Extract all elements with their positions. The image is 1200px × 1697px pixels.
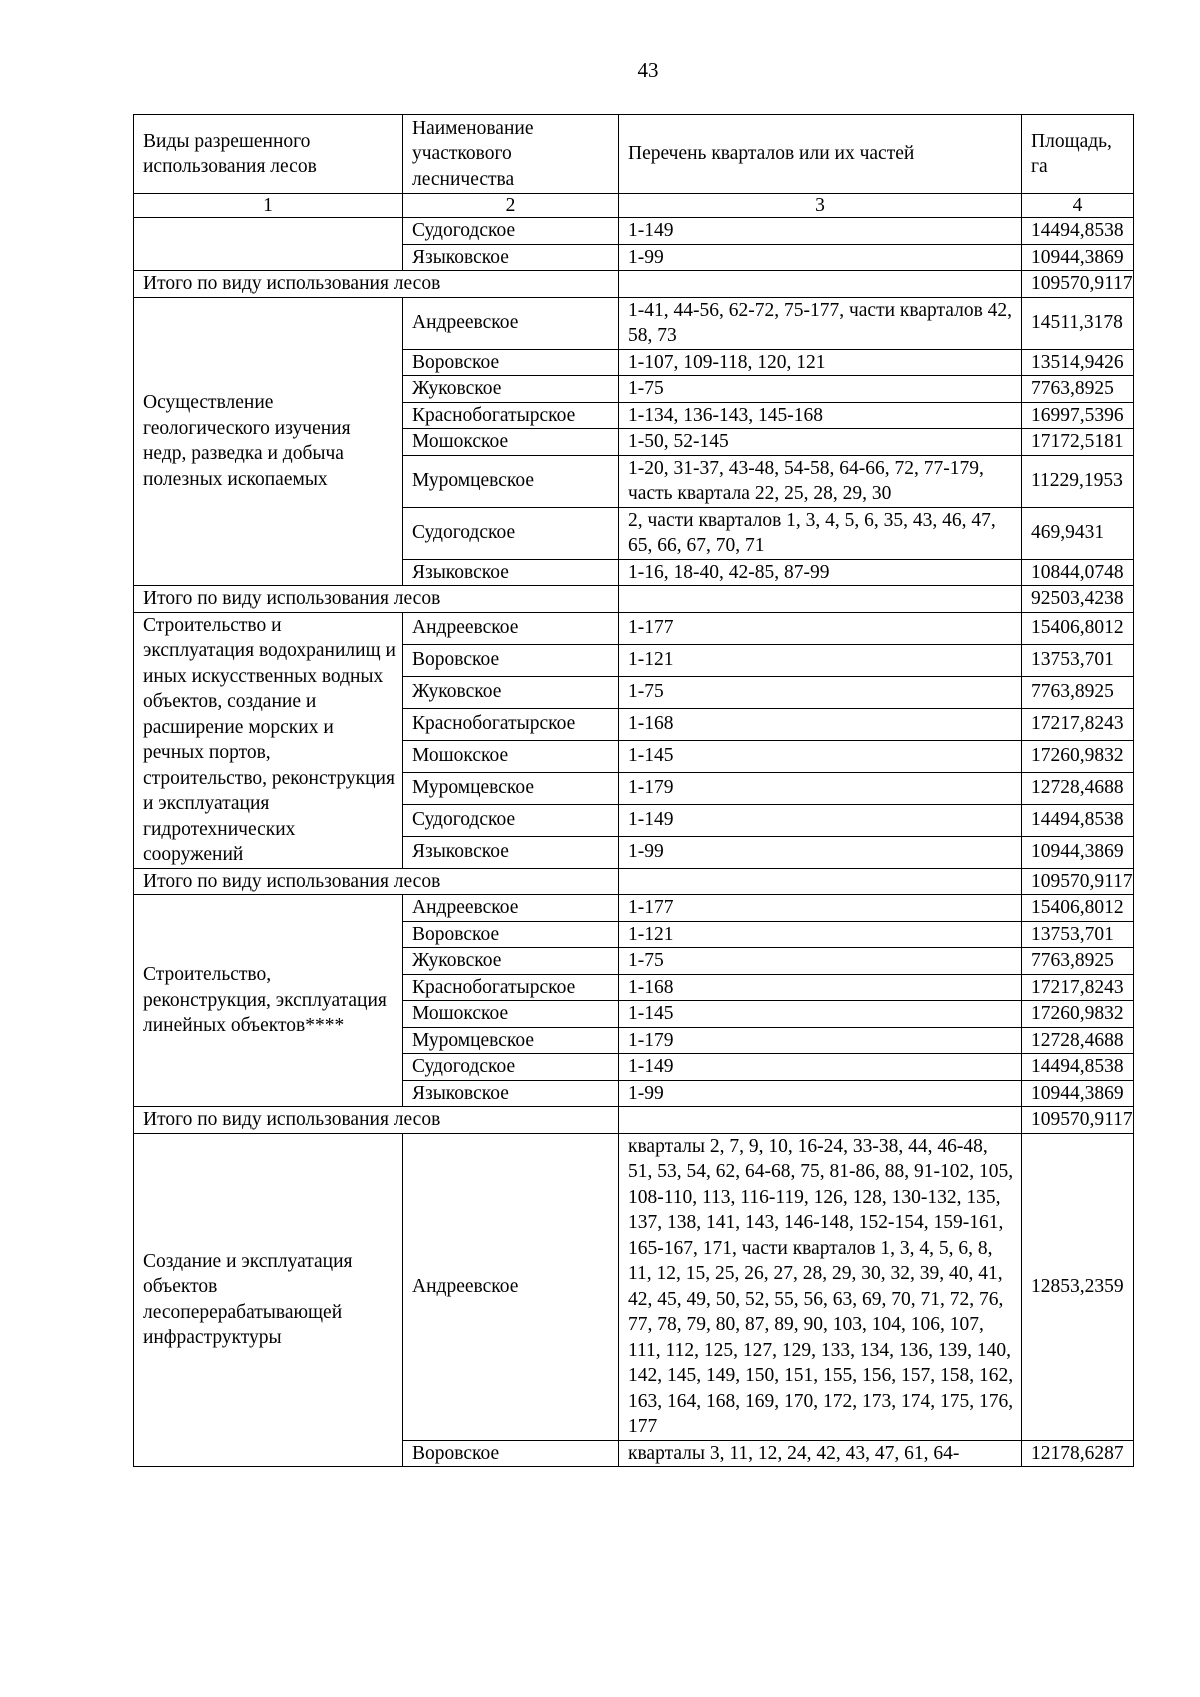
area-cell: 7763,8925 <box>1022 376 1134 403</box>
area-cell: 13753,701 <box>1022 921 1134 948</box>
total-row <box>134 868 1134 895</box>
forestry-cell: Жуковское <box>403 376 619 403</box>
quarters-cell: 1-16, 18-40, 42-85, 87-99 <box>619 559 1022 586</box>
forestry-cell: Муромцевское <box>403 1027 619 1054</box>
area-cell: 11229,1953 <box>1022 455 1134 507</box>
quarters-cell: 1-121 <box>619 921 1022 948</box>
area-cell: 10844,0748 <box>1022 559 1134 586</box>
page-number: 43 <box>637 58 659 82</box>
forestry-cell: Воровское <box>403 349 619 376</box>
quarters-cell: 1-75 <box>619 948 1022 975</box>
total-label: Итого по виду использования лесов <box>134 586 619 613</box>
quarters-cell: 1-134, 136-143, 145-168 <box>619 402 1022 429</box>
use-type-cell: Строительство, реконструкция, эксплуатация линейных объектов**** <box>134 895 403 1107</box>
area-cell: 10944,3869 <box>1022 1080 1134 1107</box>
quarters-cell: кварталы 2, 7, 9, 10, 16-24, 33-38, 44, 46-48, 51, 53, 54, 62, 64-68, 75, 81-86, 88, 91-102, 105, 108-110, 113, 116-119, 126, 128, 130-132, 135, 137, 138, 141, 143, 146-148, 152-154, 159-161, 165-167, 171, части кварталов 1, 3, 4, 5, 6, 8, 11, 12, 15, 25, 26, 27, 28, 29, 30, 32, 39, 40, 41, 42, 45, 49, 50, 52, 55, 56, 63, 69, 70, 71, 72, 76, 77, 78, 79, 80, 87, 89, 90, 103, 104, 106, 107, 111, 112, 125, 127, 129, 133, 134, 136, 139, 140, 142, 145, 149, 150, 151, 155, 156, 157, 158, 162, 163, 164, 168, 169, 170, 172, 173, 174, 175, 176, 177 <box>619 1133 1022 1440</box>
forestry-cell: Муромцевское <box>403 772 619 804</box>
forestry-cell: Судогодское <box>403 218 619 245</box>
quarters-cell: 1-168 <box>619 708 1022 740</box>
area-cell: 17260,9832 <box>1022 740 1134 772</box>
total-area: 109570,9117 <box>1022 868 1134 895</box>
forestry-cell: Судогодское <box>403 804 619 836</box>
area-cell: 7763,8925 <box>1022 676 1134 708</box>
quarters-cell: 1-20, 31-37, 43-48, 54-58, 64-66, 72, 77-179, часть квартала 22, 25, 28, 29, 30 <box>619 455 1022 507</box>
quarters-cell: 1-107, 109-118, 120, 121 <box>619 349 1022 376</box>
forestry-cell: Андреевское <box>403 612 619 644</box>
forestry-cell: Андреевское <box>403 297 619 349</box>
total-empty-cell <box>619 1107 1022 1134</box>
area-cell: 17260,9832 <box>1022 1001 1134 1028</box>
forestry-cell: Мошокское <box>403 429 619 456</box>
forestry-cell: Мошокское <box>403 740 619 772</box>
total-label: Итого по виду использования лесов <box>134 1107 619 1134</box>
total-area: 109570,9117 <box>1022 271 1134 298</box>
area-cell: 14511,3178 <box>1022 297 1134 349</box>
quarters-cell: 1-99 <box>619 1080 1022 1107</box>
header-forestry: Наименование участкового лесничества <box>403 115 619 194</box>
forestry-cell: Жуковское <box>403 948 619 975</box>
area-cell: 12728,4688 <box>1022 772 1134 804</box>
forestry-cell: Воровское <box>403 921 619 948</box>
forestry-cell: Муромцевское <box>403 455 619 507</box>
forestry-cell: Воровское <box>403 1440 619 1467</box>
use-type-cell: Строительство и эксплуатация водохранилищ и иных искусственных водных объектов, создание и расширение морских и речных портов, строительство, реконструкция и эксплуатация гидротехнических сооружений <box>134 612 403 868</box>
quarters-cell: 1-179 <box>619 1027 1022 1054</box>
header-area: Площадь, га <box>1022 115 1134 194</box>
forestry-cell: Андреевское <box>403 1133 619 1440</box>
area-cell: 14494,8538 <box>1022 1054 1134 1081</box>
header-row <box>134 115 1134 194</box>
total-label: Итого по виду использования лесов <box>134 271 619 298</box>
table-row <box>134 297 1134 349</box>
forestry-cell: Краснобогатырское <box>403 974 619 1001</box>
area-cell: 7763,8925 <box>1022 948 1134 975</box>
forestry-cell: Мошокское <box>403 1001 619 1028</box>
use-type-cell: Осуществление геологического изучения недр, разведка и добыча полезных ископаемых <box>134 297 403 586</box>
area-cell: 469,9431 <box>1022 507 1134 559</box>
column-number: 3 <box>619 194 1022 218</box>
area-cell: 13753,701 <box>1022 644 1134 676</box>
area-cell: 14494,8538 <box>1022 804 1134 836</box>
forestry-cell: Жуковское <box>403 676 619 708</box>
area-cell: 13514,9426 <box>1022 349 1134 376</box>
forestry-cell: Андреевское <box>403 895 619 922</box>
quarters-cell: 1-99 <box>619 244 1022 271</box>
total-label: Итого по виду использования лесов <box>134 868 619 895</box>
table-row <box>134 612 1134 644</box>
column-number: 2 <box>403 194 619 218</box>
forestry-cell: Языковское <box>403 559 619 586</box>
quarters-cell: 2, части кварталов 1, 3, 4, 5, 6, 35, 43, 46, 47, 65, 66, 67, 70, 71 <box>619 507 1022 559</box>
forestry-cell: Воровское <box>403 644 619 676</box>
area-cell: 17217,8243 <box>1022 708 1134 740</box>
quarters-cell: 1-177 <box>619 612 1022 644</box>
table-row <box>134 895 1134 922</box>
total-empty-cell <box>619 586 1022 613</box>
quarters-cell: 1-75 <box>619 676 1022 708</box>
forestry-cell: Языковское <box>403 244 619 271</box>
header-quarters: Перечень кварталов или их частей <box>619 115 1022 194</box>
quarters-cell: 1-179 <box>619 772 1022 804</box>
use-type-cell <box>134 218 403 271</box>
total-empty-cell <box>619 271 1022 298</box>
quarters-cell: 1-41, 44-56, 62-72, 75-177, части кварталов 42, 58, 73 <box>619 297 1022 349</box>
area-cell: 12853,2359 <box>1022 1133 1134 1440</box>
total-row <box>134 586 1134 613</box>
quarters-cell: 1-145 <box>619 1001 1022 1028</box>
area-cell: 15406,8012 <box>1022 612 1134 644</box>
area-cell: 10944,3869 <box>1022 836 1134 868</box>
forest-use-table <box>133 114 1134 1467</box>
total-row <box>134 271 1134 298</box>
quarters-cell: 1-50, 52-145 <box>619 429 1022 456</box>
quarters-cell: 1-149 <box>619 1054 1022 1081</box>
quarters-cell: кварталы 3, 11, 12, 24, 42, 43, 47, 61, 64- <box>619 1440 1022 1467</box>
quarters-cell: 1-149 <box>619 804 1022 836</box>
area-cell: 10944,3869 <box>1022 244 1134 271</box>
total-empty-cell <box>619 868 1022 895</box>
total-area: 109570,9117 <box>1022 1107 1134 1134</box>
quarters-cell: 1-75 <box>619 376 1022 403</box>
table-row <box>134 218 1134 245</box>
quarters-cell: 1-168 <box>619 974 1022 1001</box>
area-cell: 12728,4688 <box>1022 1027 1134 1054</box>
header-use-type: Виды разрешенного использования лесов <box>134 115 403 194</box>
area-cell: 14494,8538 <box>1022 218 1134 245</box>
quarters-cell: 1-149 <box>619 218 1022 245</box>
column-number: 4 <box>1022 194 1134 218</box>
quarters-cell: 1-145 <box>619 740 1022 772</box>
forestry-cell: Судогодское <box>403 1054 619 1081</box>
quarters-cell: 1-99 <box>619 836 1022 868</box>
forestry-cell: Языковское <box>403 1080 619 1107</box>
area-cell: 17172,5181 <box>1022 429 1134 456</box>
area-cell: 17217,8243 <box>1022 974 1134 1001</box>
area-cell: 15406,8012 <box>1022 895 1134 922</box>
forestry-cell: Краснобогатырское <box>403 402 619 429</box>
use-type-cell: Создание и эксплуатация объектов лесоперерабатывающей инфраструктуры <box>134 1133 403 1467</box>
forestry-cell: Судогодское <box>403 507 619 559</box>
forestry-cell: Краснобогатырское <box>403 708 619 740</box>
column-number: 1 <box>134 194 403 218</box>
forestry-cell: Языковское <box>403 836 619 868</box>
column-number-row <box>134 194 1134 218</box>
table-row <box>134 1133 1134 1440</box>
area-cell: 12178,6287 <box>1022 1440 1134 1467</box>
total-row <box>134 1107 1134 1134</box>
quarters-cell: 1-121 <box>619 644 1022 676</box>
quarters-cell: 1-177 <box>619 895 1022 922</box>
area-cell: 16997,5396 <box>1022 402 1134 429</box>
total-area: 92503,4238 <box>1022 586 1134 613</box>
